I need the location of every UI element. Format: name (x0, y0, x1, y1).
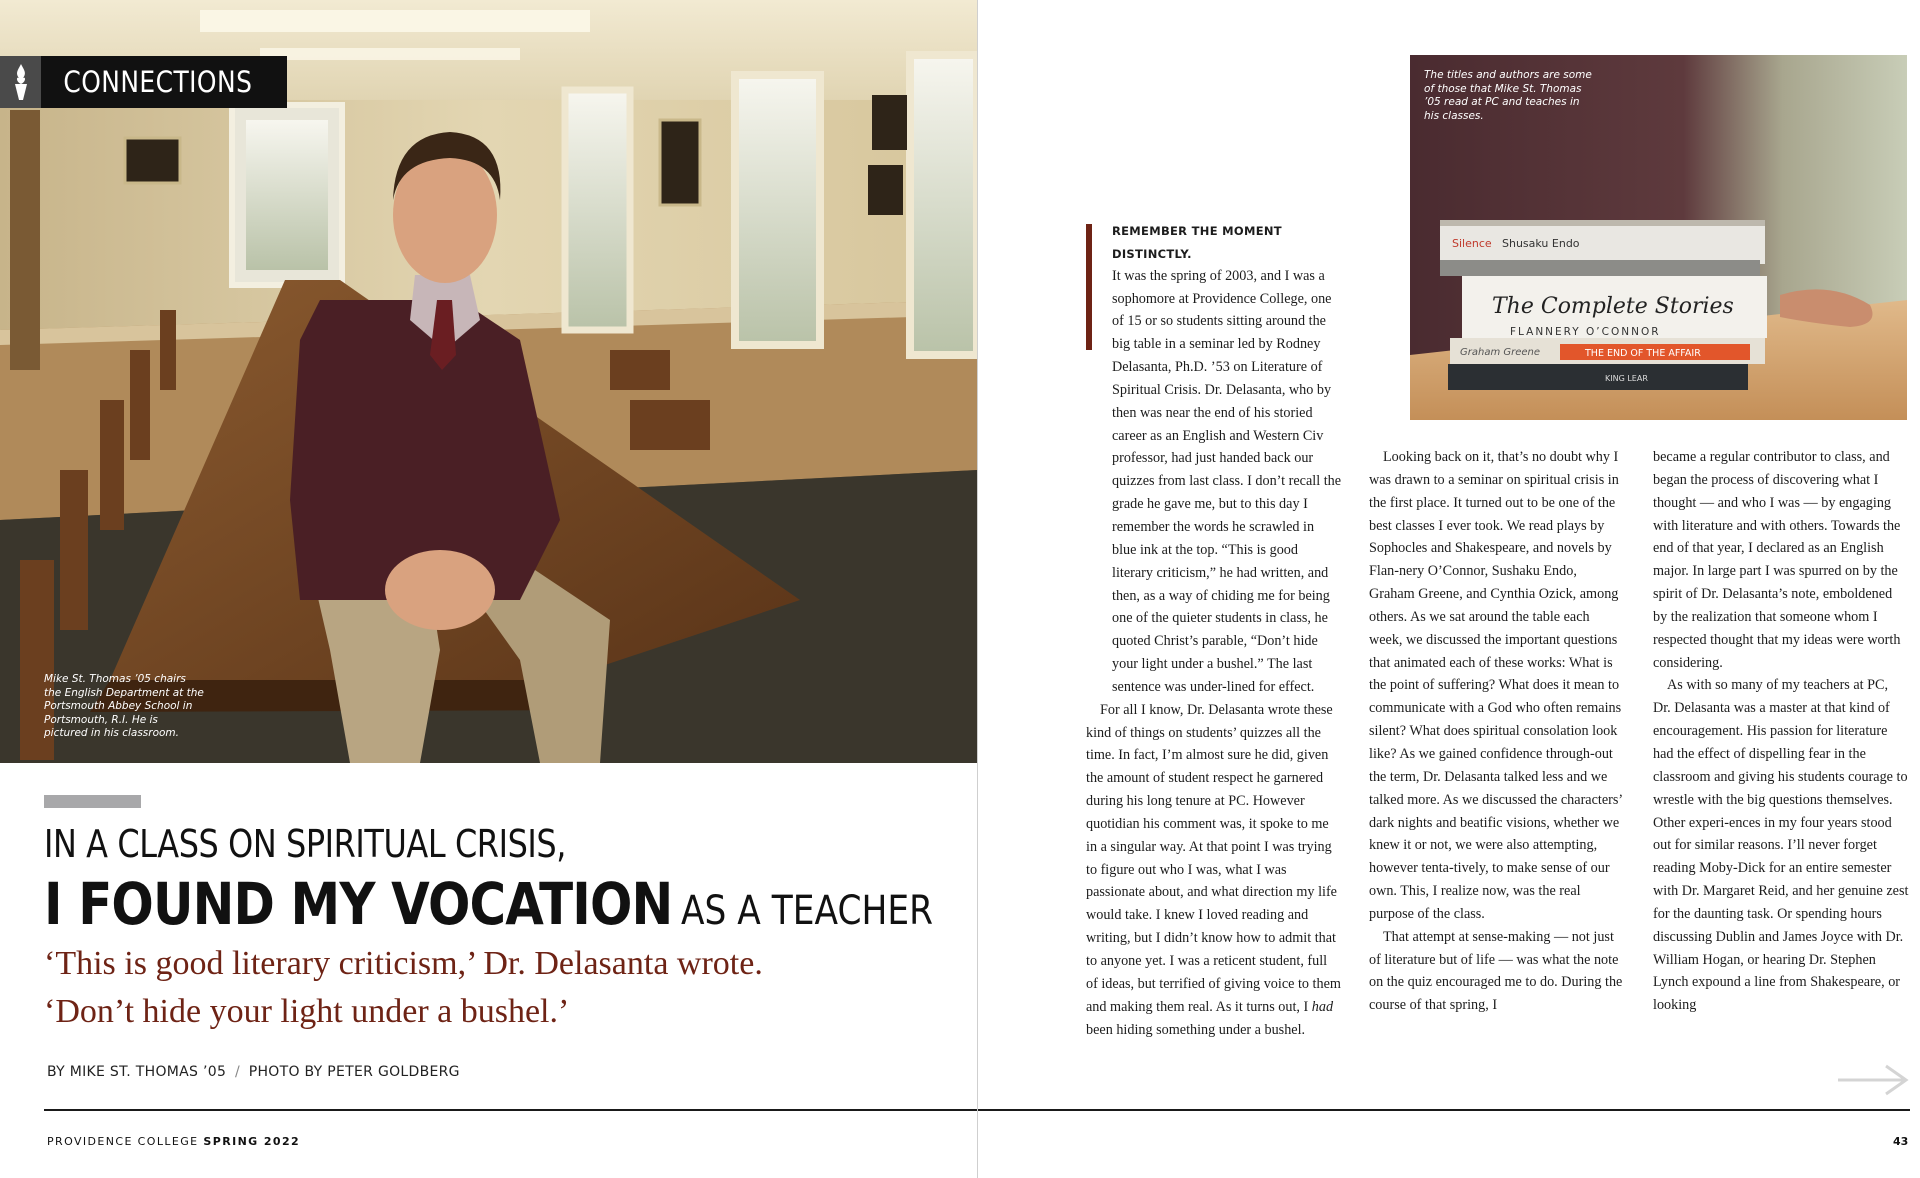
book-shusaku: Shusaku Endo (1502, 237, 1580, 250)
book-flannery: FLANNERY O’CONNOR (1510, 326, 1661, 338)
deck-line-2: ‘Don’t hide your light under a bushel.’ (44, 993, 570, 1030)
byline-separator: / (234, 1064, 240, 1080)
article-column-1 (1086, 220, 1342, 1041)
classroom-photo-illustration (0, 0, 977, 763)
article-text: been hiding something under a bushel. (1086, 1021, 1306, 1038)
book-complete-stories: The Complete Stories (1492, 294, 1734, 319)
headline-light: AS A TEACHER (681, 888, 933, 934)
book-end-affair: THE END OF THE AFFAIR (1585, 348, 1701, 359)
footer-rule-right (978, 1109, 1910, 1111)
byline-author: BY MIKE ST. THOMAS ’05 (47, 1064, 227, 1080)
book-king-lear: KING LEAR (1605, 374, 1648, 383)
footer-issue: SPRING 2022 (203, 1135, 301, 1148)
article-paragraph: Looking back on it, that’s no doubt why I was drawn to a seminar on spiritual crisis in the first place. It turned out to be one of the best classes I ever took. We read plays by Sophocles and Shakespeare, and novels by Flan-nery O’Connor, Sushaku Endo, Graham Greene, and Cynthia Ozick, among others. As we sat around the table each week, we discussed the important questions that animated each of these works: What is the point of suffering? What does it mean to communicate with a God who often remains silent? What does spiritual consolation look like? As we gained confidence through-out the term, Dr. Delasanta talked less and we talked more. As we discussed the characters’ dark nights and beatific visions, whether we knew it or not, we were also attempting, however tenta-tively, to make sense of our own. This, I realize now, was the real purpose of the class. (1369, 449, 1623, 922)
book-graham: Graham Greene (1460, 347, 1541, 358)
article-column-3 (1653, 446, 1909, 1017)
footer-rule-left (44, 1109, 977, 1111)
article-text: For all I know, Dr. Delasanta wrote these kind of things on students’ quizzes all the time. In fact, I’m almost sure he did, given the amount of student respect he garnered during his long tenure at PC. However quotidian his comment was, it spoke to me in a singular way. At that point I was trying to figure out who I was, what I was passionate about, and what direction my life would take. I knew I loved reading and writing, but I didn’t know how to admit that to anyone yet. I was a reticent student, full of ideas, but terrified of giving voice to them and making them real. As it turns out, I (1086, 701, 1341, 1015)
accent-bar (44, 795, 141, 808)
section-tag (0, 56, 287, 108)
section-label: CONNECTIONS (63, 65, 253, 99)
books-photo-caption: The titles and authors are some of those that Mike St. Thomas ’05 read at PC and teaches in his classes. (1424, 69, 1592, 122)
byline-photo-credit: PHOTO BY PETER GOLDBERG (248, 1064, 460, 1080)
footer-publication-name: PROVIDENCE COLLEGE (47, 1135, 199, 1148)
article-paragraph (1086, 220, 1342, 266)
photo-caption: Mike St. Thomas ’05 chairs the English Department at the Portsmouth Abbey School in Portsmouth, R.I. He is pictured in his classroom. (44, 673, 204, 740)
article-text: It was the spring of 2003, and I was a sophomore at Providence College, one of 15 or so students sitting around the big table in a seminar led by Rodney Delasanta, Ph.D. ’53 on Literature of Spiritual Crisis. Dr. Delasanta, who by then was near the end of his storied career as an English and Western Civ professor, had just handed back our quizzes from last class. I don’t recall the grade he gave me, but to this day I remember the words he scrawled in blue ink at the top. “This is good literary criticism,” he had written, and then, as a way of chiding me for being one of the quieter students in class, he quoted Christ’s parable, “Don’t hide your light under a bushel.” The last sentence was under-lined for effect. (1112, 267, 1342, 695)
article-emphasis: had (1311, 998, 1334, 1015)
article-paragraph-first (1086, 265, 1342, 699)
lead-in: REMEMBER THE MOMENT DISTINCTLY. (1112, 224, 1282, 261)
classroom-photo (0, 0, 977, 763)
article-paragraph: As with so many of my teachers at PC, Dr. Delasanta was a master at that kind of encouragement. His passion for literature had the effect of dispelling fear in the classroom and giving his students courage to wrestle with the big questions themselves. Other experi-ences in my four years stood out for similar reasons. I’ll never forget reading Moby-Dick for an entire semester with Dr. Margaret Reid, and her genuine zest for the daunting task. Or spending hours discussing Dublin and James Joyce with Dr. William Hogan, or hearing Dr. Stephen Lynch expound a line from Shakespeare, or looking (1653, 677, 1909, 1014)
headline-bold: I FOUND MY VOCATION (44, 870, 673, 938)
deck-quote (44, 940, 944, 1036)
book-silence: Silence (1452, 237, 1492, 250)
article-column-2 (1369, 446, 1625, 1017)
deck-line-1: ‘This is good literary criticism,’ Dr. Delasanta wrote. (44, 945, 763, 982)
page-gutter (977, 0, 978, 1178)
footer-publication (47, 1135, 300, 1148)
article-paragraph: That attempt at sense-making — not just of literature but of life — was what the note on the quiz encouraged me to do. During the course of that spring, I (1369, 928, 1623, 1014)
byline (47, 1064, 460, 1080)
headline-line-1: IN A CLASS ON SPIRITUAL CRISIS, (44, 822, 566, 866)
headline-line-2 (44, 870, 933, 938)
torch-icon (0, 56, 41, 108)
page-number: 43 (1893, 1135, 1909, 1148)
continue-arrow-icon (1836, 1062, 1910, 1098)
article-paragraph (1086, 699, 1342, 1042)
lead-in-block (1086, 220, 1342, 266)
article-paragraph: became a regular contributor to class, and began the process of discovering what I thought — and who I was — by engaging with literature and with others. Towards the end of that year, I declared as an English major. In large part I was spurred on by the spirit of Dr. Delasanta’s note, emboldened by the realization that someone whom I respected thought that my ideas were worth considering. (1653, 449, 1901, 671)
